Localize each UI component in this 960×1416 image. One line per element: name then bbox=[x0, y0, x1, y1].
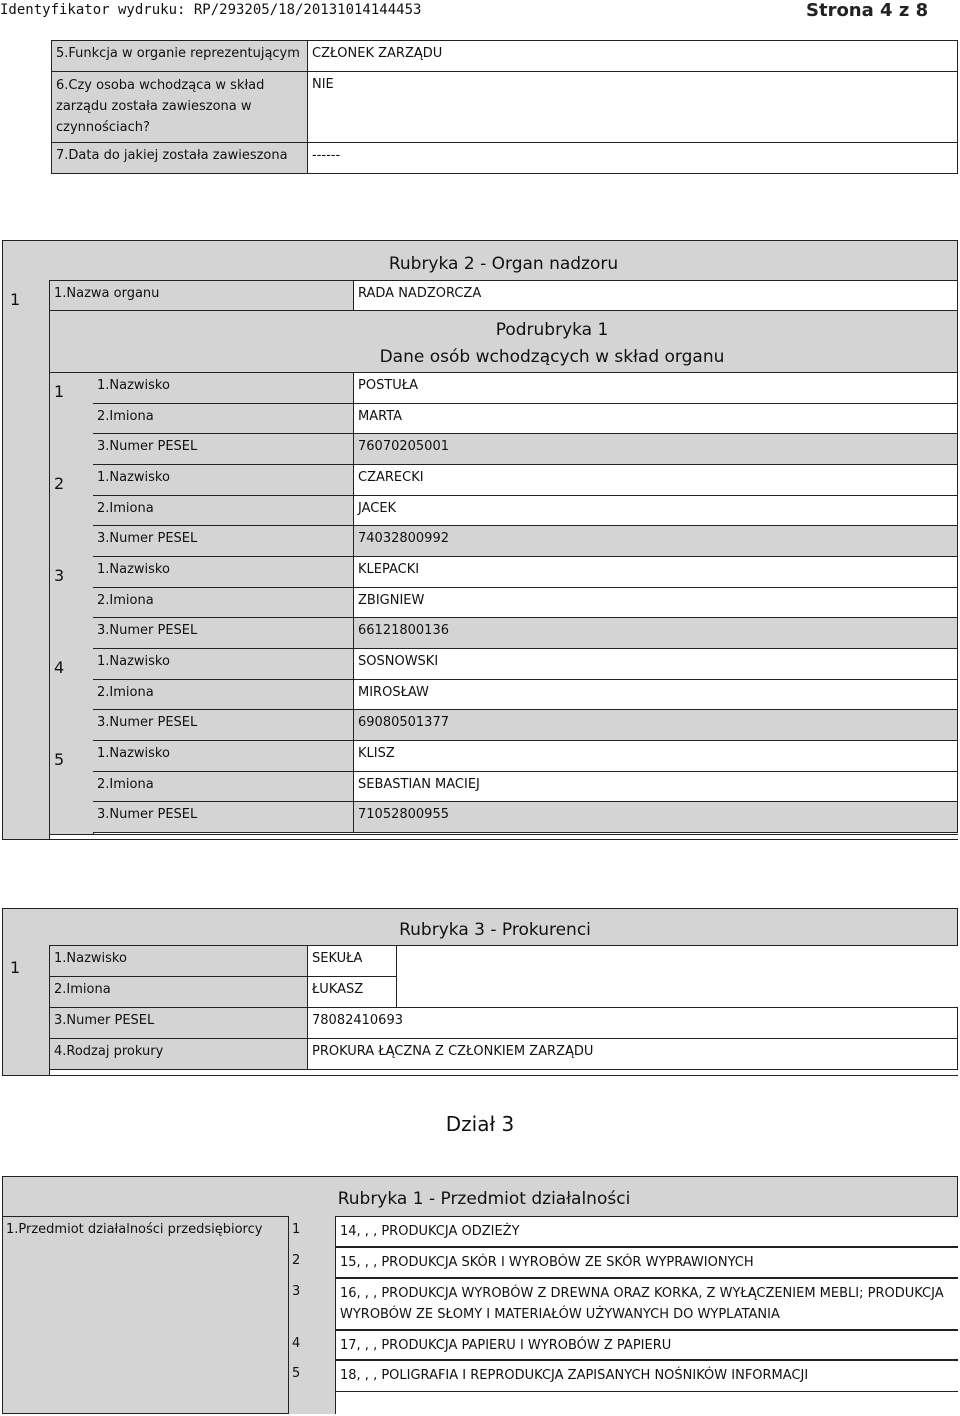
activity-text-line: 15, , , PRODUKCJA SKÓR I WYROBÓW ZE SKÓR WYPRAWIONYCH bbox=[340, 1255, 754, 1270]
activity-index-column bbox=[288, 1216, 336, 1414]
person-pesel-label: 3.Numer PESEL bbox=[93, 525, 354, 557]
prokurent-names-label: 2.Imiona bbox=[49, 976, 308, 1008]
activity-text-line: 17, , , PRODUKCJA PAPIERU I WYROBÓW Z PAPIERU bbox=[340, 1338, 672, 1353]
activity-index: 1 bbox=[292, 1222, 301, 1237]
rubryka3-index: 1 bbox=[10, 958, 21, 977]
rubryka2-index: 1 bbox=[10, 290, 21, 309]
person-names-label: 2.Imiona bbox=[93, 403, 354, 434]
person-surname-value: POSTUŁA bbox=[353, 372, 958, 404]
person-index: 2 bbox=[54, 474, 65, 493]
organ-name-label: 1.Nazwa organu bbox=[49, 280, 354, 311]
persons-bottom-line bbox=[49, 834, 958, 835]
print-identifier: Identyfikator wydruku: RP/293205/18/20131014144453 bbox=[0, 2, 422, 18]
activity-text-line: 14, , , PRODUKCJA ODZIEŻY bbox=[340, 1224, 520, 1239]
prokurent-pesel-value: 78082410693 bbox=[307, 1007, 958, 1039]
activity-text-line: 18, , , POLIGRAFIA I REPRODUKCJA ZAPISANYCH NOŚNIKÓW INFORMACJI bbox=[340, 1368, 809, 1383]
dzial3-title: Dział 3 bbox=[445, 1112, 515, 1136]
person-pesel-value: 66121800136 bbox=[353, 617, 958, 649]
suspended-until-value: ------ bbox=[307, 142, 958, 174]
person-index: 1 bbox=[54, 382, 65, 401]
organ-name-value: RADA NADZORCZA bbox=[353, 280, 958, 311]
person-surname-value: KLISZ bbox=[353, 740, 958, 772]
person-pesel-label: 3.Numer PESEL bbox=[93, 433, 354, 465]
person-surname-label: 1.Nazwisko bbox=[93, 740, 354, 772]
person-surname-value: KLEPACKI bbox=[353, 556, 958, 588]
suspended-label: 6.Czy osoba wchodząca w skład zarządu została zawieszona w czynnościach? bbox=[51, 71, 308, 143]
person-names-value: ZBIGNIEW bbox=[353, 587, 958, 618]
person-pesel-label: 3.Numer PESEL bbox=[93, 801, 354, 833]
activity-index: 2 bbox=[292, 1253, 301, 1268]
rubryka2-title: Rubryka 2 - Organ nadzoru bbox=[388, 254, 619, 274]
prokurent-pesel-label: 3.Numer PESEL bbox=[49, 1007, 308, 1039]
podrubryka-subtitle: Dane osób wchodzących w skład organu bbox=[379, 347, 725, 367]
person-names-value: SEBASTIAN MACIEJ bbox=[353, 771, 958, 802]
person-pesel-value: 74032800992 bbox=[353, 525, 958, 557]
person-index: 4 bbox=[54, 658, 65, 677]
person-surname-label: 1.Nazwisko bbox=[93, 556, 354, 588]
rubryka3-title: Rubryka 3 - Prokurenci bbox=[399, 920, 591, 940]
activity-label: 1.Przedmiot działalności przedsiębiorcy bbox=[6, 1222, 263, 1237]
activity-index: 4 bbox=[292, 1336, 301, 1351]
person-surname-value: CZARECKI bbox=[353, 464, 958, 496]
prokura-type-label: 4.Rodzaj prokury bbox=[49, 1038, 308, 1070]
person-pesel-label: 3.Numer PESEL bbox=[93, 617, 354, 649]
activity-item bbox=[335, 1216, 958, 1247]
person-pesel-label: 3.Numer PESEL bbox=[93, 709, 354, 741]
person-pesel-value: 76070205001 bbox=[353, 433, 958, 465]
prokurent-names-value: ŁUKASZ bbox=[307, 976, 397, 1008]
person-names-label: 2.Imiona bbox=[93, 495, 354, 526]
suspended-until-label: 7.Data do jakiej została zawieszona bbox=[51, 142, 308, 174]
dzial3-rubryka1-title: Rubryka 1 - Przedmiot działalności bbox=[337, 1189, 631, 1209]
activity-item bbox=[335, 1330, 958, 1360]
person-names-value: MIROSŁAW bbox=[353, 679, 958, 710]
person-index: 5 bbox=[54, 750, 65, 769]
person-names-value: JACEK bbox=[353, 495, 958, 526]
activity-item bbox=[335, 1360, 958, 1392]
person-names-label: 2.Imiona bbox=[93, 771, 354, 802]
suspended-value: NIE bbox=[307, 71, 958, 143]
person-pesel-value: 69080501377 bbox=[353, 709, 958, 741]
person-surname-label: 1.Nazwisko bbox=[93, 464, 354, 496]
person-names-value: MARTA bbox=[353, 403, 958, 434]
activity-item bbox=[335, 1278, 958, 1330]
person-names-label: 2.Imiona bbox=[93, 679, 354, 710]
person-names-label: 2.Imiona bbox=[93, 587, 354, 618]
person-surname-label: 1.Nazwisko bbox=[93, 648, 354, 680]
activity-index: 3 bbox=[292, 1284, 301, 1299]
activity-index: 5 bbox=[292, 1366, 301, 1381]
prokurent-surname-value: SEKUŁA bbox=[307, 945, 397, 977]
activity-text-line: WYROBÓW ZE SŁOMY I MATERIAŁÓW UŻYWANYCH DO WYPLATANIA bbox=[340, 1307, 780, 1322]
person-pesel-value: 71052800955 bbox=[353, 801, 958, 833]
person-surname-label: 1.Nazwisko bbox=[93, 372, 354, 404]
person-index: 3 bbox=[54, 566, 65, 585]
function-label: 5.Funkcja w organie reprezentującym bbox=[51, 40, 308, 72]
function-value: CZŁONEK ZARZĄDU bbox=[307, 40, 958, 72]
person-surname-value: SOSNOWSKI bbox=[353, 648, 958, 680]
page-number: Strona 4 z 8 bbox=[806, 0, 929, 21]
podrubryka-title: Podrubryka 1 bbox=[495, 320, 609, 340]
prokura-type-value: PROKURA ŁĄCZNA Z CZŁONKIEM ZARZĄDU bbox=[307, 1038, 958, 1070]
activity-item bbox=[335, 1247, 958, 1278]
prokurent-surname-label: 1.Nazwisko bbox=[49, 945, 308, 977]
activity-text-line: 16, , , PRODUKCJA WYROBÓW Z DREWNA ORAZ KORKA, Z WYŁĄCZENIEM MEBLI; PRODUKCJA bbox=[340, 1286, 944, 1301]
